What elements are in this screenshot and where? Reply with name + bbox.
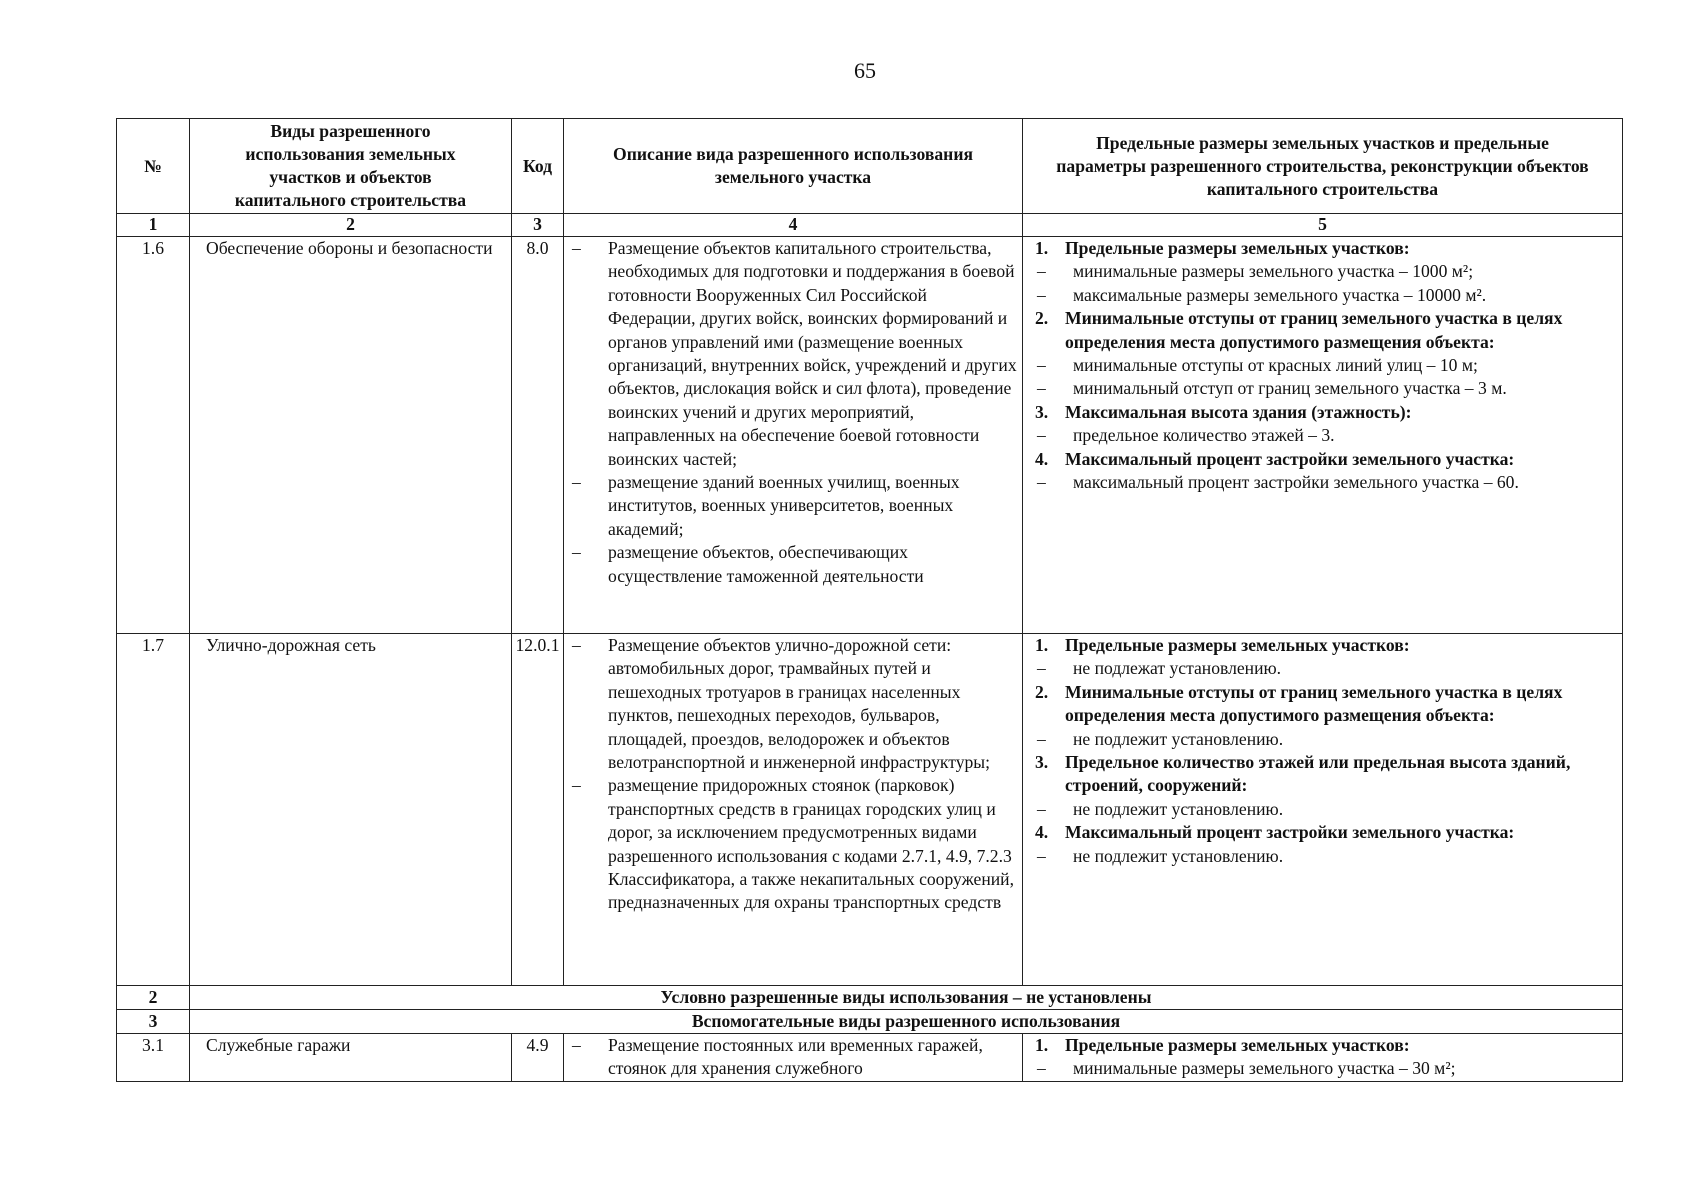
use-code: 12.0.1 (512, 634, 564, 986)
row-number: 1.7 (117, 634, 190, 986)
column-number: 4 (564, 214, 1023, 237)
description-item: – Размещение постоянных или временных гаражей, стоянок для хранения служебного (568, 1034, 1018, 1081)
parameter-heading: 1. Предельные размеры земельных участков: (1035, 238, 1410, 258)
description-item: – Размещение объектов улично-дорожной сети: автомобильных дорог, трамвайных путей и пешеходных тротуаров в границах населенных пунктов, пешеходных переходов, бульваров, площадей, проездов, велодорожек и объектов велотранспортной и инженерной инфраструктуры; (568, 634, 1018, 774)
description-item: – размещение придорожных стоянок (парковок) транспортных средств в границах городских улиц и дорог, за исключением предусмотренных видами разрешенного использования с кодами 2.7.1, 4.9, 7.2.3 Классификатора, а также некапитальных сооружений, предназначенных для охраны транспортных средств (568, 774, 1018, 914)
section-number: 3 (117, 1010, 190, 1034)
header-description: Описание вида разрешенного использования земельного участка (564, 119, 1023, 214)
use-code: 8.0 (512, 237, 564, 634)
section-number: 2 (117, 986, 190, 1010)
parameter-item: – максимальный процент застройки земельного участка – 60. (1037, 472, 1519, 493)
use-parameters (1023, 634, 1623, 986)
use-type-name: Служебные гаражи (190, 1034, 512, 1082)
header-number: № (117, 119, 190, 214)
parameter-heading: 3. Предельное количество этажей или предельная высота зданий, строений, сооружений: (1035, 752, 1571, 796)
use-parameters (1023, 237, 1623, 634)
parameter-item: – минимальные размеры земельного участка – 1000 м²; (1037, 261, 1474, 282)
row-number: 1.6 (117, 237, 190, 634)
parameter-heading: 2. Минимальные отступы от границ земельного участка в целях определения места допустимого размещения объекта: (1035, 681, 1563, 726)
table-row (117, 237, 1623, 634)
header-parameters: Предельные размеры земельных участков и предельные параметры разрешенного строительства, реконструкции объектов капитального строительства (1023, 119, 1623, 214)
parameter-item: – минимальные размеры земельного участка – 30 м²; (1037, 1058, 1456, 1079)
parameter-item: – предельное количество этажей – 3. (1037, 425, 1335, 446)
parameter-heading: 2. Минимальные отступы от границ земельного участка в целях определения места допустимого размещения объекта: (1035, 308, 1563, 352)
use-parameters (1023, 1034, 1623, 1082)
use-description (564, 237, 1023, 634)
header-code: Код (512, 119, 564, 214)
description-item: – размещение зданий военных училищ, военных институтов, военных университетов, военных академий; (568, 471, 1018, 541)
table-row (117, 634, 1623, 986)
parameter-heading: 1. Предельные размеры земельных участков: (1035, 635, 1410, 655)
use-type-name: Улично-дорожная сеть (190, 634, 512, 986)
header-use-type: Виды разрешенного использования земельных участков и объектов капитального строительства (190, 119, 512, 214)
parameter-heading: 3. Максимальная высота здания (этажность): (1035, 401, 1412, 422)
parameter-item: – максимальные размеры земельного участка – 10000 м². (1037, 284, 1487, 305)
section-row (117, 1010, 1623, 1034)
description-item: – размещение объектов, обеспечивающих осуществление таможенной деятельности (568, 541, 1018, 588)
parameter-item: – не подлежит установлению. (1037, 728, 1284, 749)
parameter-item: – минимальные отступы от красных линий улиц – 10 м; (1037, 355, 1478, 376)
parameter-item: – не подлежит установлению. (1037, 798, 1284, 819)
use-type-name: Обеспечение обороны и безопасности (190, 237, 512, 634)
parameter-heading: 4. Максимальный процент застройки земельного участка: (1035, 822, 1515, 843)
row-number: 3.1 (117, 1034, 190, 1082)
description-item: – Размещение объектов капитального строительства, необходимых для подготовки и поддержания в боевой готовности Вооруженных Сил Российской Федерации, других войск, воинских формирований и органов управлений ими (размещение военных организаций, внутренних войск, учреждений и других объектов, дислокация войск и сил флота), проведение воинских учений и других мероприятий, направленных на обеспечение боевой готовности воинских частей; (568, 237, 1018, 471)
use-code: 4.9 (512, 1034, 564, 1082)
parameter-heading: 1. Предельные размеры земельных участков: (1035, 1035, 1410, 1055)
parameter-heading: 4. Максимальный процент застройки земельного участка: (1035, 448, 1515, 469)
parameter-item: – не подлежат установлению. (1037, 658, 1282, 679)
column-number-row (117, 214, 1623, 237)
use-description (564, 634, 1023, 986)
column-number: 1 (117, 214, 190, 237)
parameter-item: – не подлежит установлению. (1037, 845, 1284, 866)
land-use-table (116, 118, 1623, 1082)
section-row (117, 986, 1623, 1010)
page-number: 65 (854, 58, 876, 83)
section-title: Вспомогательные виды разрешенного использования (190, 1010, 1623, 1034)
section-title: Условно разрешенные виды использования – не установлены (190, 986, 1623, 1010)
table-row (117, 1034, 1623, 1082)
column-number: 5 (1023, 214, 1623, 237)
use-description (564, 1034, 1023, 1082)
parameter-item: – минимальный отступ от границ земельного участка – 3 м. (1037, 378, 1507, 399)
header-row (117, 119, 1623, 214)
column-number: 2 (190, 214, 512, 237)
column-number: 3 (512, 214, 564, 237)
